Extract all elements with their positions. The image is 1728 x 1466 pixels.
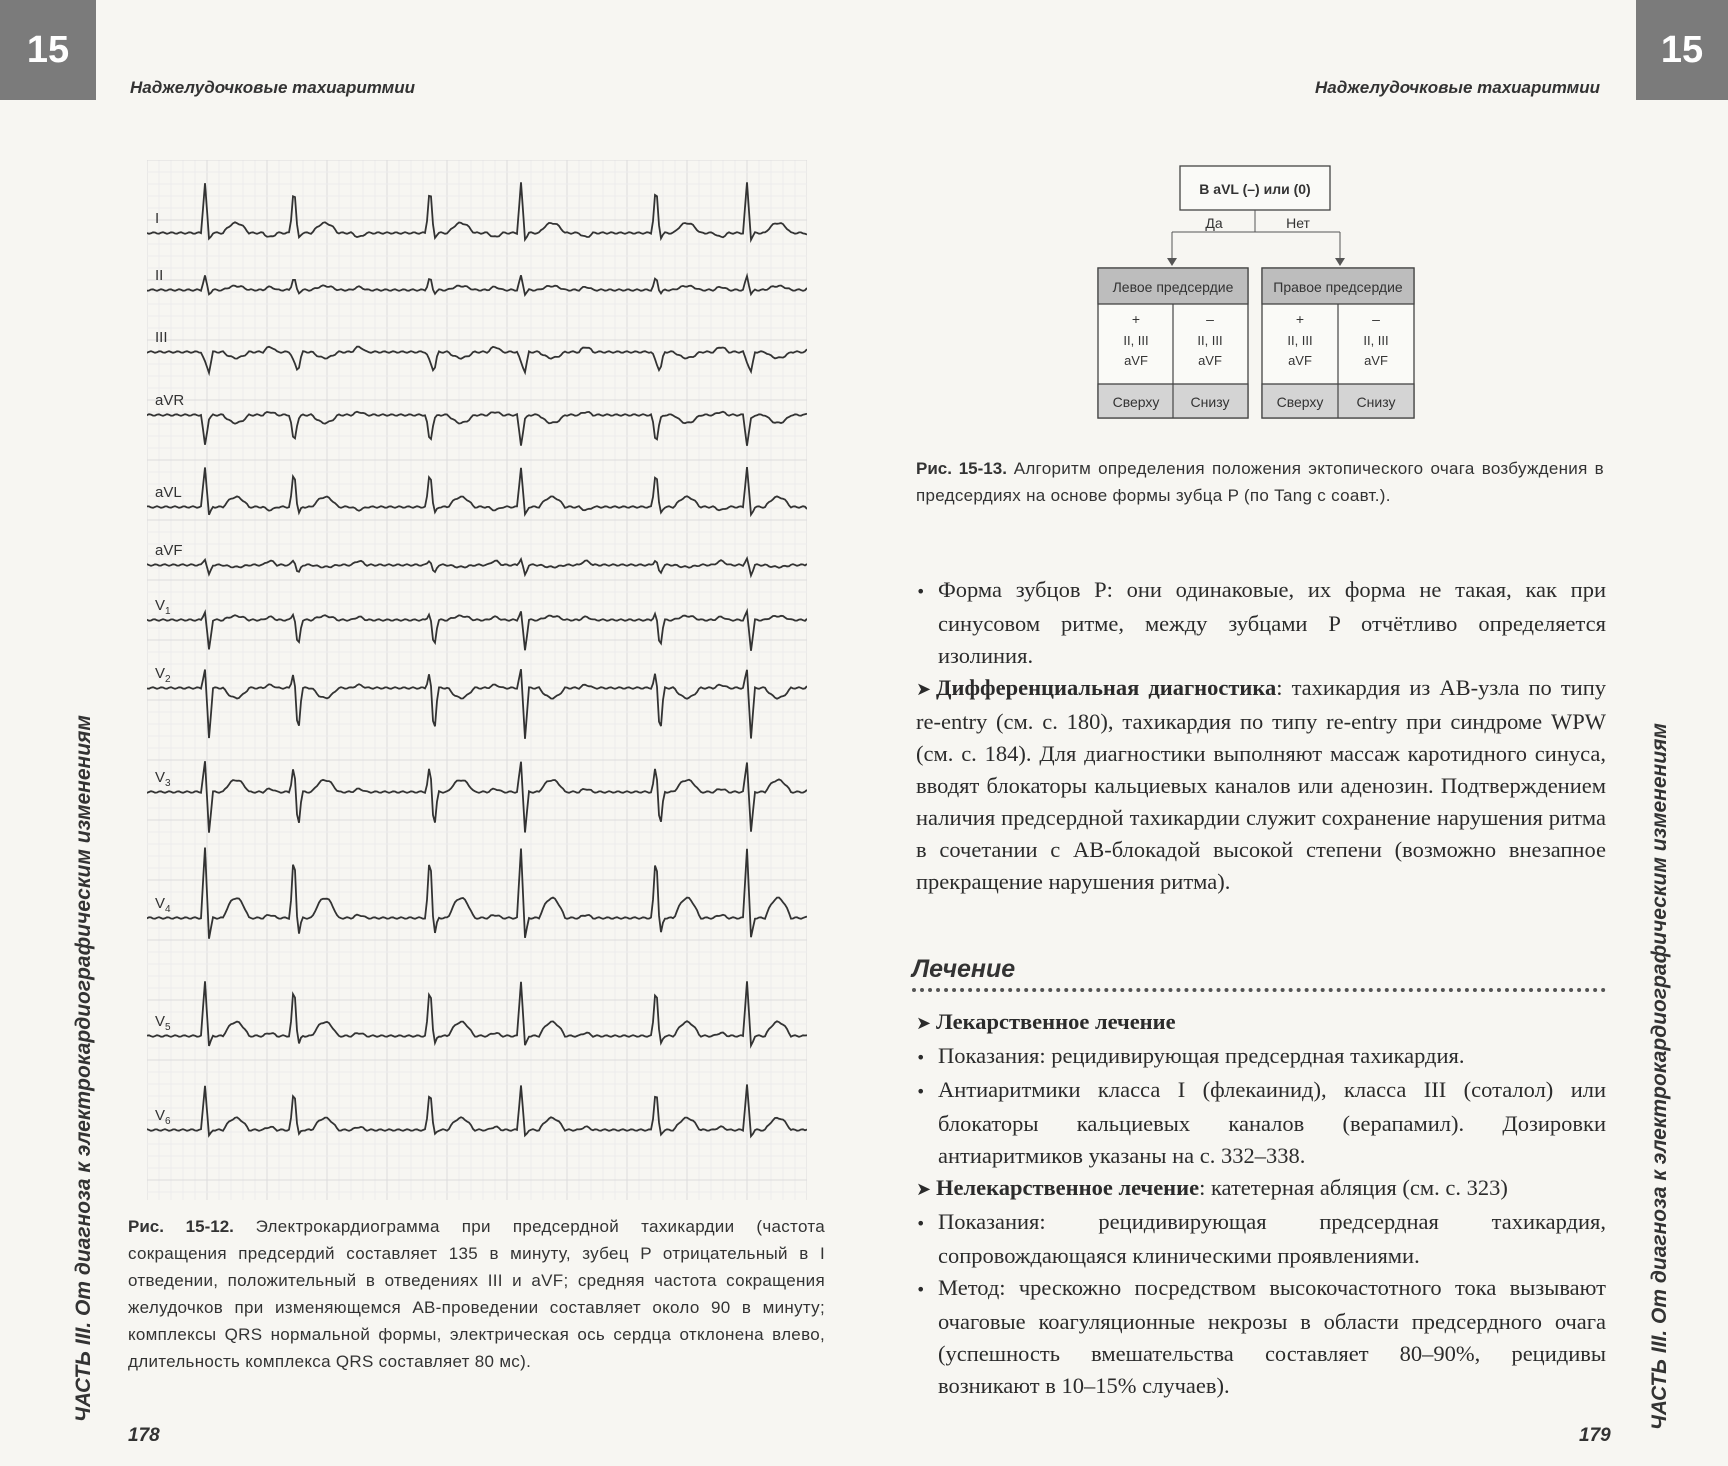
arrow-left-icon: [1167, 258, 1177, 266]
text-block-treatment: [916, 1006, 1606, 1402]
leads-line2: aVF: [1364, 353, 1388, 368]
figure-caption-15-12: [128, 1213, 825, 1375]
chapter-badge-right: 15: [1636, 0, 1728, 100]
leads-line2: aVF: [1124, 353, 1148, 368]
nondrug-indication: Показания: рецидивирующая предсердная тахикардия, сопровождающаяся клиническими проявлениями.: [938, 1209, 1606, 1268]
sign-minus: –: [1372, 311, 1380, 327]
nondrug-text: : катетерная абляция (см. с. 323): [1199, 1175, 1508, 1200]
leads-line1: II, III: [1363, 333, 1389, 348]
ecg-lead-label: $V_2$: [155, 665, 171, 685]
diff-text: : тахикардия из АВ-узла по типу re-entry (см. с. 180), тахикардия по типу re-entry при синдроме WPW (см. с. 184). Для диагностики выполняют массаж каротидного синуса, вводят блокаторы кальциевых каналов или аденозин. Подтверждением наличия предсердной тахикардии служит сохранение нарушения ритма в сочетании с АВ-блокадой высокой степени (возможно внезапное прекращение нарушения ритма).: [916, 675, 1606, 894]
ecg-lead-label: $V_6$: [155, 1107, 171, 1127]
ecg-trace-V1: [147, 611, 807, 651]
ecg-lead-label: aVF: [155, 542, 183, 559]
ecg-trace-I: [147, 182, 807, 240]
ecg-lead-label: $V_3$: [155, 769, 171, 789]
nondrug-lead: Нелекарственное лечение: [936, 1175, 1200, 1200]
flow-yes: Да: [1205, 215, 1223, 231]
ecg-lead-label: III: [155, 329, 168, 346]
flow-bottom: Снизу: [1356, 394, 1396, 410]
sign-plus: +: [1295, 311, 1305, 327]
ecg-lead-label: $V_5$: [155, 1013, 171, 1033]
ecg-trace-aVF: [147, 558, 807, 575]
ecg-grid: [147, 160, 807, 1200]
ecg-trace-V2: [147, 669, 807, 739]
ecg-lead-subscript: 6: [165, 1116, 171, 1127]
bullet-p-wave: • Форма зубцов P: они одинаковые, их форма не такая, как при синусовом ритме, между зубцами P отчётливо определяется изолиния.: [916, 577, 1606, 668]
drug-lead: Лекарственное лечение: [936, 1009, 1176, 1034]
drug-indication: Показания: рецидивирующая предсердная тахикардия.: [938, 1043, 1465, 1068]
p-wave-text: Форма зубцов P: они одинаковые, их форма не такая, как при синусовом ритме, между зубцами P отчётливо определяется изолиния.: [938, 577, 1606, 668]
ecg-lead-label: aVR: [155, 392, 185, 409]
side-title-left: ЧАСТЬ III. От диагноза к электрокардиографическим изменениям: [72, 715, 95, 1422]
running-title-left: Наджелудочковые тахиаритмии: [130, 78, 416, 97]
leads-line1: II, III: [1123, 333, 1149, 348]
sign-plus: +: [1131, 311, 1141, 327]
caption-label: Рис. 15-13.: [916, 459, 1007, 478]
bullet-nondrug-indication: • Показания: рецидивирующая предсердная тахикардия, сопровождающаяся клиническими проявлениями.: [916, 1209, 1606, 1268]
page-number-right: 179: [1579, 1425, 1611, 1446]
flow-no: Нет: [1286, 215, 1310, 231]
chapter-badge-left: 15: [0, 0, 96, 100]
arrow-right-icon: [1335, 258, 1345, 266]
ecg-trace-aVR: [147, 412, 807, 446]
flow-top: Сверху: [1112, 394, 1160, 410]
diff-lead: Дифференциальная диагностика: [936, 675, 1277, 700]
side-title-right: ЧАСТЬ III. От диагноза к электрокардиографическим изменениям: [1648, 723, 1671, 1430]
running-title-right: Наджелудочковые тахиаритмии: [1314, 78, 1600, 97]
ecg-trace-V4: [147, 848, 807, 939]
caption-text: Электрокардиограмма при предсердной тахикардии (частота сокращения предсердий составляет 135 в минуту, зубец P отрицательный в I отведении, положительный в отведениях III и aVF; средняя частота сокращения желудочков при изменяющемся АВ-проведении составляет около 90 в минуту; комплексы QRS нормальной формы, электрическая ось сердца отклонена влево, длительность комплекса QRS составляет 80 мс).: [128, 1217, 825, 1371]
ecg-figure: [147, 160, 807, 1200]
flow-left-table: [1098, 268, 1248, 418]
antiarrhythmics: Антиаритмики класса I (флекаинид), класса III (соталол) или блокаторы кальциевых каналов (верапамил). Дозировки антиаритмиков указаны на с. 332–338.: [938, 1077, 1606, 1168]
bullet-nondrug-method: • Метод: чрескожно посредством высокочастотного тока вызывают очаговые коагуляционные некрозы в области предсердного очага (успешность вмешательства составляет 80–90%, рецидивы возникают в 10–15% случаев).: [916, 1275, 1606, 1398]
caption-text: Алгоритм определения положения эктопического очага возбуждения в предсердиях на основе формы зубца P (по Tang с соавт.).: [916, 459, 1604, 505]
ecg-trace-V6: [147, 1085, 807, 1137]
ecg-lead-subscript: 5: [165, 1022, 171, 1033]
leads-line1: II, III: [1287, 333, 1313, 348]
ecg-lead-label: II: [155, 267, 164, 284]
figure-caption-15-13: [916, 455, 1604, 509]
differential-diagnosis: ➤ Дифференциальная диагностика: тахикардия из АВ-узла по типу re-entry (см. с. 180), тахикардия по типу re-entry при синдроме WPW (см. с. 184). Для диагностики выполняют массаж каротидного синуса, вводят блокаторы кальциевых каналов или аденозин. Подтверждением наличия предсердной тахикардии служит сохранение нарушения ритма в сочетании с АВ-блокадой высокой степени (возможно внезапное прекращение нарушения ритма).: [916, 675, 1606, 894]
bullet-drug-indication: • Показания: рецидивирующая предсердная тахикардия.: [916, 1043, 1465, 1068]
ecg-lead-label: I: [155, 210, 160, 227]
nondrug-method: Метод: чрескожно посредством высокочастотного тока вызывают очаговые коагуляционные некрозы в области предсердного очага (успешность вмешательства составляет 80–90%, рецидивы возникают в 10–15% случаев).: [938, 1275, 1606, 1398]
leads-line2: aVF: [1198, 353, 1222, 368]
ecg-lead-label: $V_4$: [155, 895, 171, 915]
ecg-lead-subscript: 2: [165, 674, 171, 685]
flow-right-header: Правое предсердие: [1273, 279, 1403, 295]
flow-bottom: Снизу: [1190, 394, 1230, 410]
leads-line2: aVF: [1288, 353, 1312, 368]
nondrug-treatment: ➤ Нелекарственное лечение: катетерная абляция (см. с. 323): [916, 1175, 1508, 1200]
sign-minus: –: [1206, 311, 1214, 327]
ecg-lead-label: $V_1$: [155, 597, 171, 617]
leads-line1: II, III: [1197, 333, 1223, 348]
drug-treatment: ➤ Лекарственное лечение: [916, 1009, 1176, 1034]
ecg-lead-subscript: 3: [165, 778, 171, 789]
text-block-diagnosis: [916, 574, 1606, 898]
ecg-lead-subscript: 4: [165, 904, 171, 915]
bullet-antiarrhythmics: • Антиаритмики класса I (флекаинид), класса III (соталол) или блокаторы кальциевых каналов (верапамил). Дозировки антиаритмиков указаны на с. 332–338.: [916, 1077, 1606, 1168]
flow-root-text: В aVL (–) или (0): [1199, 181, 1311, 197]
ecg-trace-III: [147, 347, 807, 373]
caption-label: Рис. 15-12.: [128, 1217, 234, 1236]
flowchart: [1090, 160, 1420, 430]
section-heading-treatment: Лечение: [912, 955, 1606, 992]
flow-right-table: [1262, 268, 1414, 418]
ecg-lead-subscript: 1: [165, 606, 171, 617]
flow-top: Сверху: [1276, 394, 1324, 410]
page-number-left: 178: [128, 1425, 160, 1446]
flow-left-header: Левое предсердие: [1112, 279, 1234, 295]
ecg-lead-label: aVL: [155, 484, 182, 501]
